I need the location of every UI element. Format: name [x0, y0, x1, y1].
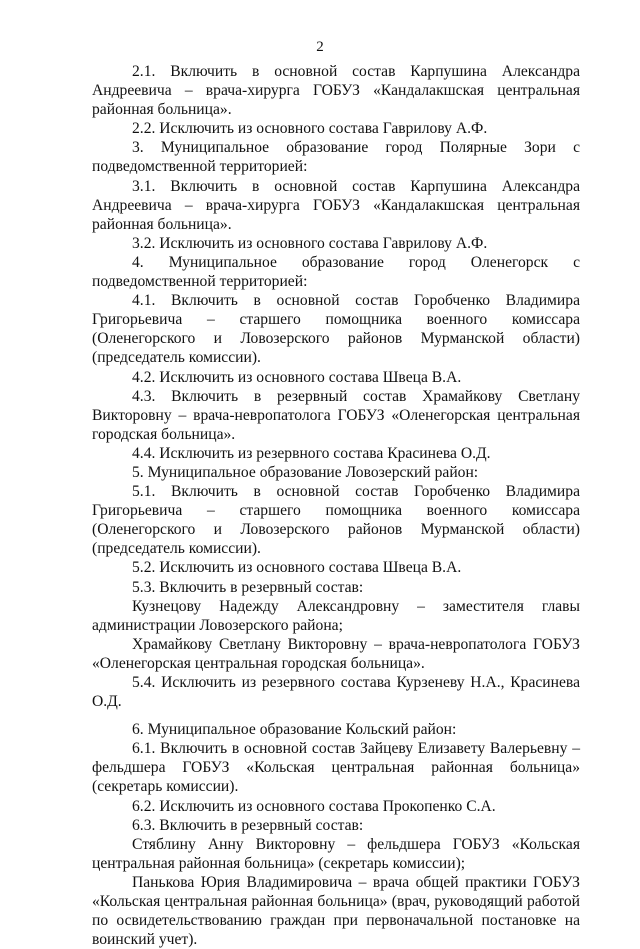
paragraph-6-3-person-1: Стяблину Анну Викторовну – фельдшера ГОБУЗ «Кольская центральная районная больница» (секретарь комиссии); — [92, 835, 580, 872]
page-number: 2 — [316, 39, 324, 55]
paragraph-3-2: 3.2. Исключить из основного состава Гаврилову А.Ф. — [132, 234, 488, 252]
paragraph-2-1: 2.1. Включить в основной состав Карпушина Александра Андреевича – врача-хирурга ГОБУЗ «Кандалакшская центральная районная больница». — [92, 63, 580, 119]
paragraph-5-2: 5.2. Исключить из основного состава Швеца В.А. — [132, 559, 462, 577]
paragraph-5-3: 5.3. Включить в резервный состав: — [132, 578, 364, 596]
paragraph-6: 6. Муниципальное образование Кольский район: — [132, 721, 457, 739]
paragraph-5-3-person-2: Храмайкову Светлану Викторовну – врача-невропатолога ГОБУЗ «Оленегорская центральная городская больница». — [92, 635, 580, 672]
paragraph-6-3: 6.3. Включить в резервный состав: — [132, 816, 364, 834]
paragraph-5: 5. Муниципальное образование Ловозерский район: — [132, 463, 479, 481]
paragraph-4-1: 4.1. Включить в основной состав Горобченко Владимира Григорьевича – старшего помощника военного комиссара (Оленегорского и Ловозерского районов Мурманской области) (председатель комиссии). — [92, 292, 580, 367]
paragraph-3: 3. Муниципальное образование город Полярные Зори с подведомственной территорией: — [92, 139, 580, 176]
paragraph-4-3: 4.3. Включить в резервный состав Храмайкову Светлану Викторовну – врача-невропатолога ГОБУЗ «Оленегорская центральная городская больница». — [92, 387, 580, 443]
paragraph-5-1: 5.1. Включить в основной состав Горобченко Владимира Григорьевича – старшего помощника военного комиссара (Оленегорского и Ловозерского районов Мурманской области) (председатель комиссии). — [92, 483, 580, 558]
paragraph-3-1: 3.1. Включить в основной состав Карпушина Александра Андреевича – врача-хирурга ГОБУЗ «Кандалакшская центральная районная больница». — [92, 177, 580, 233]
paragraph-6-1: 6.1. Включить в основной состав Зайцеву Елизавету Валерьевну – фельдшера ГОБУЗ «Кольская центральная районная больница» (секретарь комиссии). — [92, 740, 580, 796]
paragraph-4-4: 4.4. Исключить из резервного состава Красинева О.Д. — [132, 444, 491, 462]
paragraph-6-3-person-2: Панькова Юрия Владимировича – врача общей практики ГОБУЗ «Кольская центральная районная больница» (врач, руководящий работой по освидетельствованию граждан при первоначальной постановке на воинский учет). — [92, 873, 580, 949]
paragraph-6-2: 6.2. Исключить из основного состава Прокопенко С.А. — [132, 797, 496, 815]
document-body — [92, 62, 580, 949]
paragraph-4-2: 4.2. Исключить из основного состава Швеца В.А. — [132, 368, 462, 386]
paragraph-5-3-person-1: Кузнецову Надежду Александровну – заместителя главы администрации Ловозерского района; — [92, 597, 580, 634]
paragraph-4: 4. Муниципальное образование город Оленегорск с подведомственной территорией: — [92, 253, 580, 291]
paragraph-2-2: 2.2. Исключить из основного состава Гаврилову А.Ф. — [132, 120, 488, 138]
paragraph-5-4: 5.4. Исключить из резервного состава Курзеневу Н.А., Красинева О.Д. — [92, 674, 580, 711]
